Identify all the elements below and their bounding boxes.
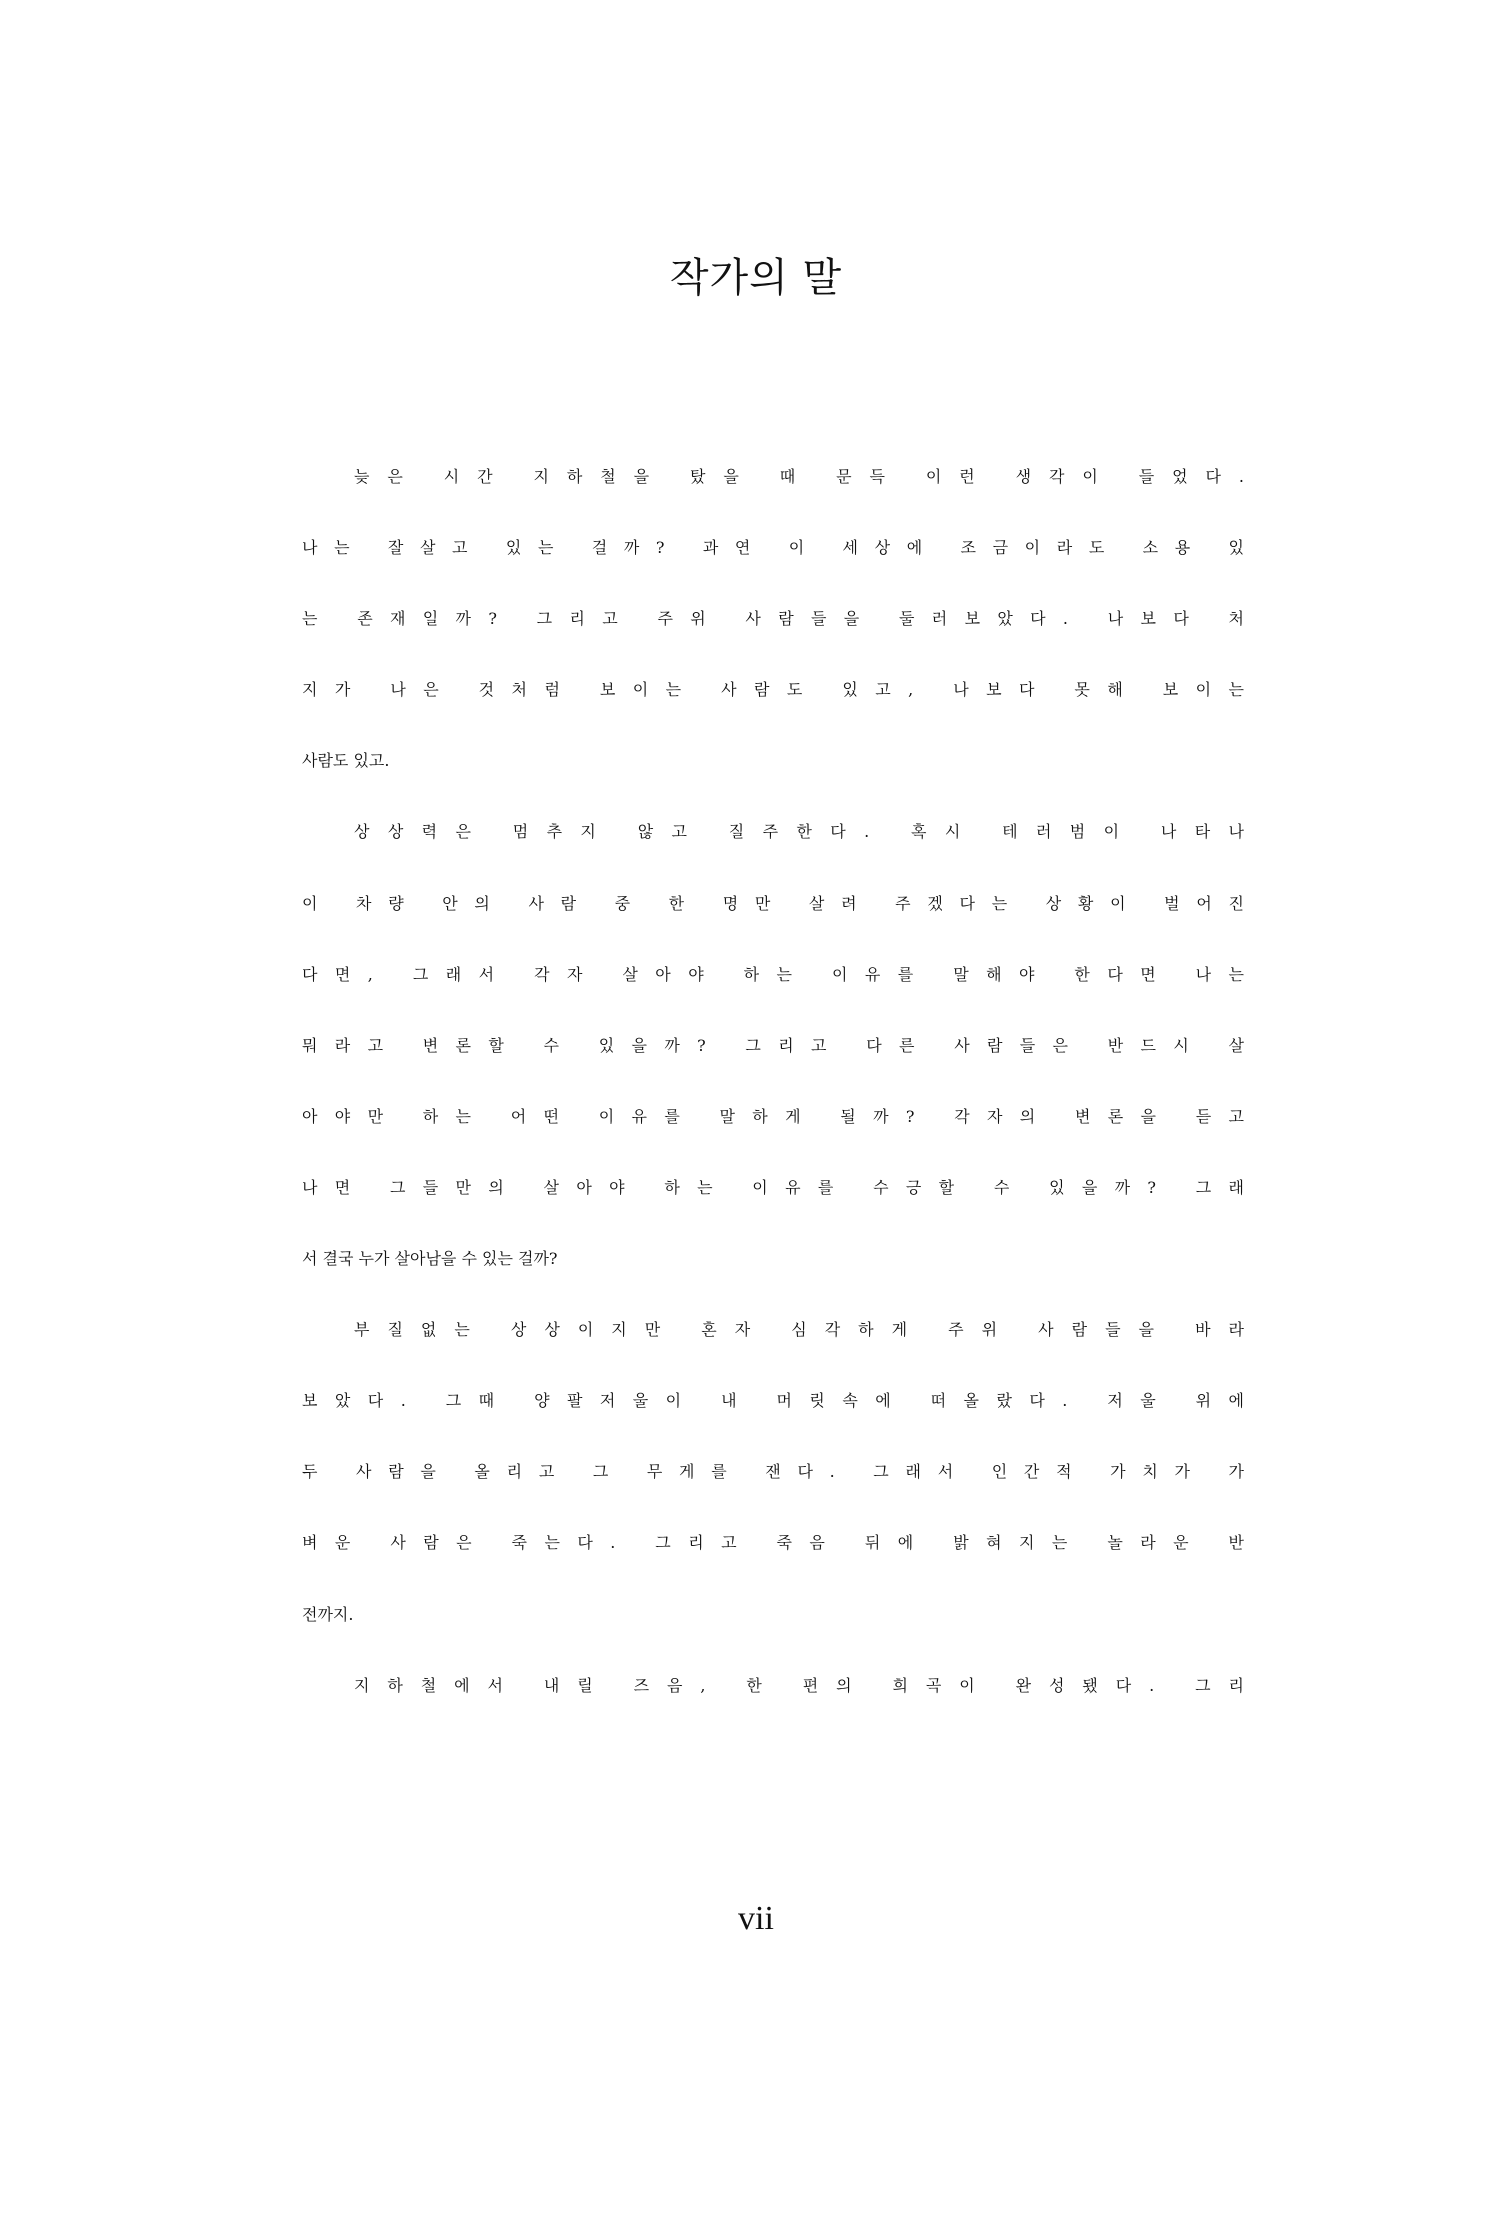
text-line: 뭐라고 변론할 수 있을까? 그리고 다른 사람들은 반드시 살 [302,1035,1262,1055]
text-line: 나는 잘살고 있는 걸까? 과연 이 세상에 조금이라도 소용 있 [302,538,1261,558]
text-line: 는 존재일까? 그리고 주위 사람들을 둘러보았다. 나보다 처 [302,609,1262,629]
text-line: 전까지. [302,1604,354,1624]
text-line: 부질없는 상상이지만 혼자 심각하게 주위 사람들을 바라 [354,1320,1262,1340]
page-title: 작가의 말 [669,255,843,301]
page-number: vii [738,1900,774,1937]
text-line: 아야만 하는 어떤 이유를 말하게 될까? 각자의 변론을 듣고 [302,1106,1262,1126]
text-line: 벼운 사람은 죽는다. 그리고 죽음 뒤에 밝혀지는 놀라운 반 [302,1533,1262,1553]
paragraph-4 [302,1673,1262,1744]
text-line: 나면 그들만의 살아야 하는 이유를 수긍할 수 있을까? 그래 [302,1177,1262,1197]
text-line: 지가 나은 것처럼 보이는 사람도 있고, 나보다 못해 보이는 [302,680,1262,700]
text-line: 두 사람을 올리고 그 무게를 잰다. 그래서 인간적 가치가 가 [302,1462,1261,1482]
paragraph-1 [302,464,1262,819]
text-line: 이 차량 안의 사람 중 한 명만 살려 주겠다는 상황이 벌어진 [302,893,1261,913]
text-line: 보았다. 그때 양팔저울이 내 머릿속에 떠올랐다. 저울 위에 [302,1391,1262,1411]
text-line: 서 결국 누가 살아남을 수 있는 걸까? [302,1249,558,1269]
text-line: 지하철에서 내릴 즈음, 한 편의 희곡이 완성됐다. 그리 [354,1675,1262,1695]
text-line: 다면, 그래서 각자 살아야 하는 이유를 말해야 한다면 나는 [302,964,1262,984]
paragraph-2 [302,819,1263,1317]
paragraph-3 [302,1317,1262,1672]
text-line: 늦은 시간 지하철을 탔을 때 문득 이런 생각이 들었다. [354,467,1262,486]
text-line: 사람도 있고. [302,751,390,771]
body-text [302,464,1263,1744]
text-line: 상상력은 멈추지 않고 질주한다. 혹시 테러범이 나타나 [354,822,1263,842]
